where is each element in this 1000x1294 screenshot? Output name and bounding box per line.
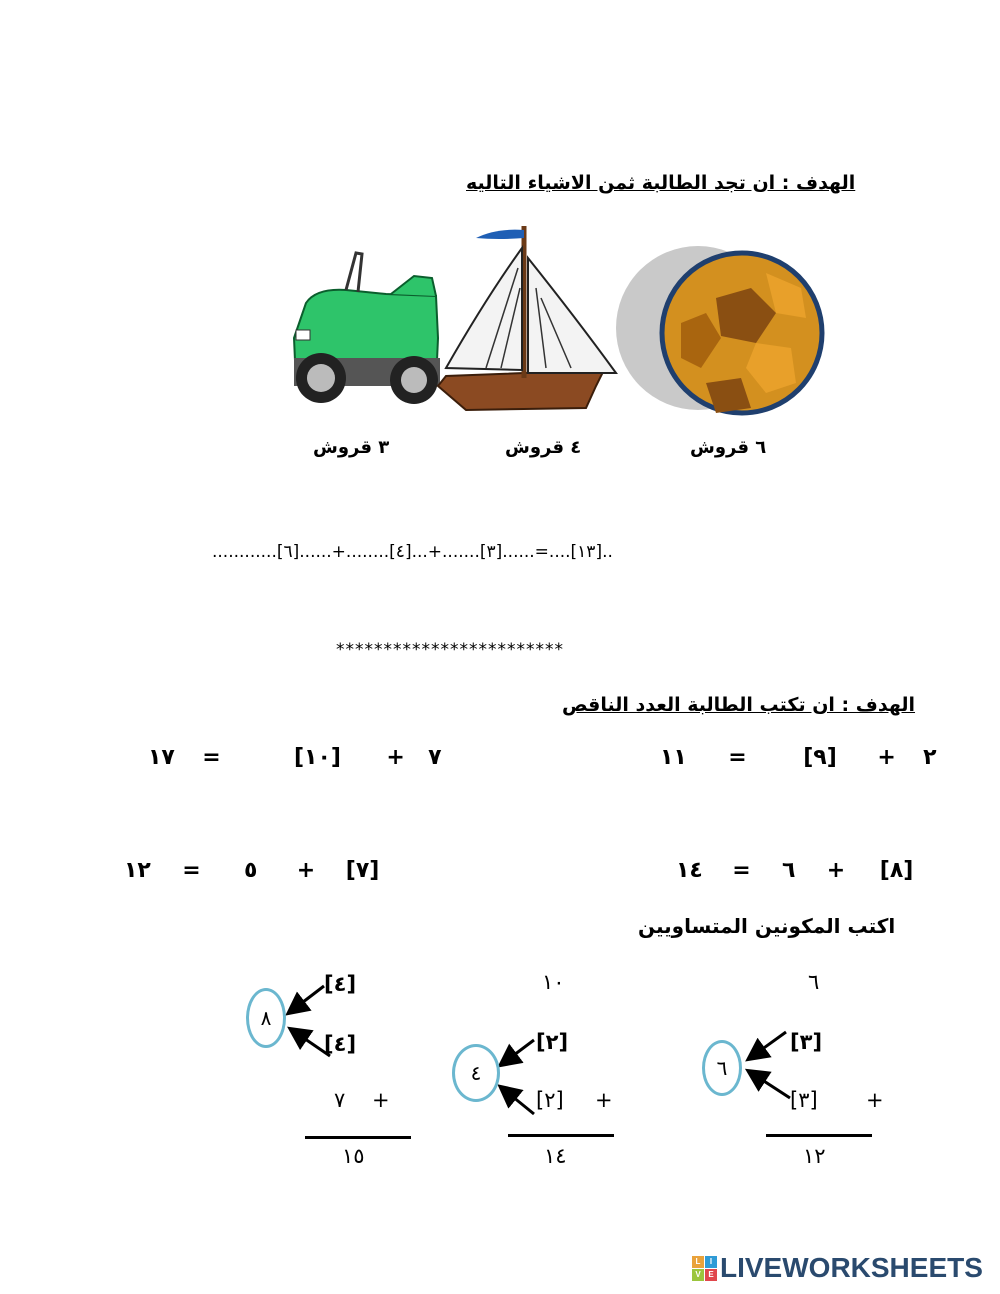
plus-sign: + — [386, 745, 405, 770]
group-1-circle — [702, 1040, 742, 1096]
equation-result: ١١ — [660, 745, 687, 770]
group-3-addend: ٧ — [334, 1088, 346, 1112]
group-1-slot-2[interactable]: [٣] — [790, 1088, 818, 1112]
plus-sign: + — [877, 745, 896, 770]
group-1-circle-number: ٦ — [716, 1056, 728, 1080]
objective-title-prices: الهدف : ان تجد الطالبة ثمن الاشياء التاليه — [466, 172, 856, 194]
price-car: ٣ قروش — [313, 437, 390, 458]
addend: ٥ — [243, 858, 258, 883]
liveworksheets-logo[interactable] — [692, 1252, 983, 1284]
equal-components-title: اكتب المكونين المتساويين — [638, 914, 896, 938]
group-3-sum-line — [305, 1136, 411, 1139]
group-2-slot-2[interactable]: [٢] — [536, 1088, 564, 1112]
group-3-total: ١٥ — [342, 1144, 365, 1168]
group-3-circle — [246, 988, 286, 1048]
equals-sign: = — [728, 745, 747, 770]
group-1-slot-1[interactable]: [٣] — [790, 1030, 823, 1054]
group-3-circle-number: ٨ — [260, 1006, 272, 1030]
equation-result: ١٢ — [124, 858, 151, 883]
plus-sign: + — [826, 858, 846, 883]
answer-slot[interactable]: [٧] — [345, 858, 380, 883]
addend: ٧ — [428, 745, 442, 770]
group-1-total: ١٢ — [803, 1144, 826, 1168]
objective-title-missing-number: الهدف : ان تكتب الطالبة العدد الناقص — [562, 694, 916, 716]
group-2-total: ١٤ — [544, 1144, 567, 1168]
group-2-circle-number: ٤ — [470, 1061, 482, 1085]
price-boat: ٤ قروش — [505, 437, 582, 458]
group-3-plus-sign: + — [372, 1088, 390, 1112]
equals-sign: = — [732, 858, 751, 883]
equals-sign: = — [202, 745, 221, 770]
answer-slot[interactable]: [٨] — [879, 858, 914, 883]
group-2-sum-line — [508, 1134, 614, 1137]
addend: ٦ — [781, 858, 796, 883]
logo-text: LIVEWORKSHEETS — [720, 1252, 983, 1283]
group-3-slot-2[interactable]: [٤] — [324, 1032, 357, 1056]
answer-slot[interactable]: [١٠] — [293, 745, 341, 770]
logo-icon: L I V E — [692, 1256, 717, 1281]
group-2-slot-1[interactable]: [٢] — [536, 1030, 569, 1054]
group-3-slot-1[interactable]: [٤] — [324, 972, 357, 996]
sum-line[interactable]: ............[٦]......+........[٤]...+.......[٣]......=....[١٣].. — [212, 542, 613, 562]
answer-slot[interactable]: [٩] — [803, 745, 837, 770]
group-2-circle — [452, 1044, 500, 1102]
equation-result: ١٤ — [676, 858, 703, 883]
group-1-plus-sign: + — [866, 1088, 884, 1112]
addend: ٢ — [923, 745, 937, 770]
group-2-plus-sign: + — [595, 1088, 613, 1112]
group-1-sum-line — [766, 1134, 872, 1137]
group-2-top-number: ١٠ — [542, 970, 565, 994]
equation-result: ١٧ — [148, 745, 175, 770]
plus-sign: + — [296, 858, 316, 883]
group-1-top-number: ٦ — [808, 970, 820, 994]
equals-sign: = — [182, 858, 201, 883]
divider-stars: ************************ — [336, 640, 564, 660]
price-ball: ٦ قروش — [690, 437, 767, 458]
